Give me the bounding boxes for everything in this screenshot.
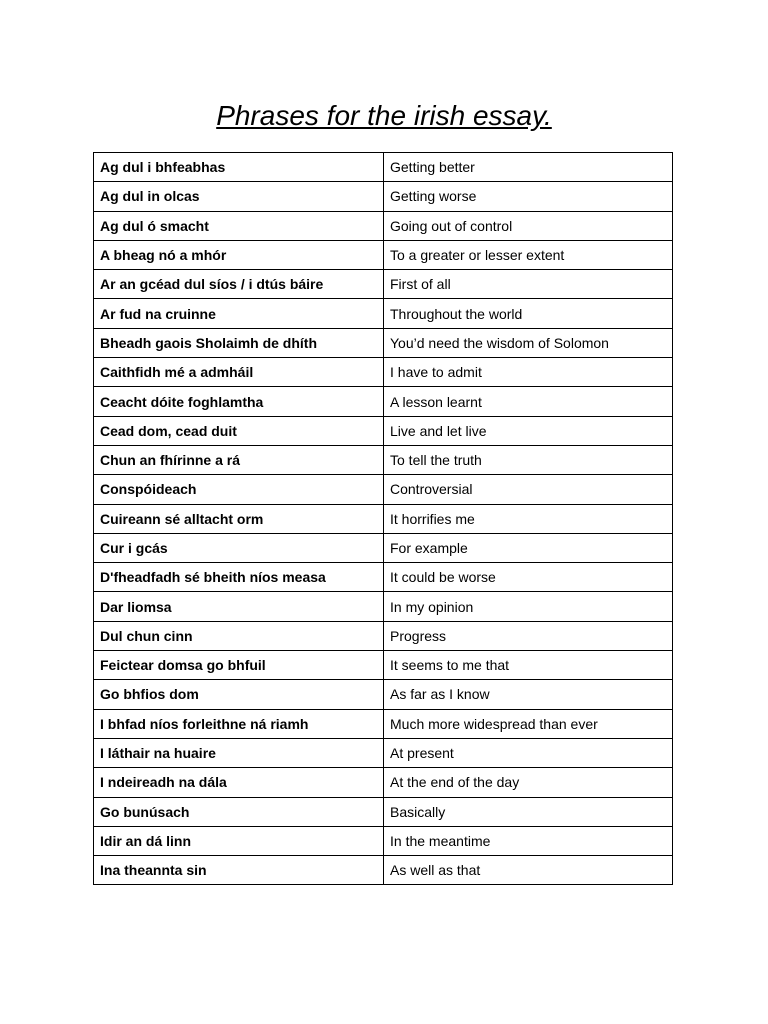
english-translation: At the end of the day xyxy=(384,768,673,797)
irish-phrase: D'fheadfadh sé bheith níos measa xyxy=(94,563,384,592)
english-translation: Getting worse xyxy=(384,182,673,211)
table-row xyxy=(94,738,673,767)
irish-phrase: Conspóideach xyxy=(94,475,384,504)
table-row xyxy=(94,445,673,474)
english-translation: A lesson learnt xyxy=(384,387,673,416)
table-row xyxy=(94,709,673,738)
english-translation: You’d need the wisdom of Solomon xyxy=(384,328,673,357)
english-translation: To tell the truth xyxy=(384,445,673,474)
irish-phrase: I ndeireadh na dála xyxy=(94,768,384,797)
phrases-table-body xyxy=(94,153,673,885)
table-row xyxy=(94,533,673,562)
table-row xyxy=(94,387,673,416)
irish-phrase: Ag dul i bhfeabhas xyxy=(94,153,384,182)
table-row xyxy=(94,856,673,885)
phrases-table xyxy=(93,152,673,885)
table-row xyxy=(94,240,673,269)
english-translation: Live and let live xyxy=(384,416,673,445)
irish-phrase: Ceacht dóite foghlamtha xyxy=(94,387,384,416)
english-translation: To a greater or lesser extent xyxy=(384,240,673,269)
table-row xyxy=(94,211,673,240)
irish-phrase: I bhfad níos forleithne ná riamh xyxy=(94,709,384,738)
irish-phrase: Ag dul in olcas xyxy=(94,182,384,211)
english-translation: In the meantime xyxy=(384,826,673,855)
english-translation: Basically xyxy=(384,797,673,826)
irish-phrase: Ag dul ó smacht xyxy=(94,211,384,240)
irish-phrase: Ar fud na cruinne xyxy=(94,299,384,328)
irish-phrase: Feictear domsa go bhfuil xyxy=(94,651,384,680)
english-translation: Progress xyxy=(384,621,673,650)
irish-phrase: Idir an dá linn xyxy=(94,826,384,855)
table-row xyxy=(94,416,673,445)
irish-phrase: I láthair na huaire xyxy=(94,738,384,767)
table-row xyxy=(94,651,673,680)
english-translation: First of all xyxy=(384,270,673,299)
table-row xyxy=(94,182,673,211)
irish-phrase: A bheag nó a mhór xyxy=(94,240,384,269)
table-row xyxy=(94,299,673,328)
irish-phrase: Cur i gcás xyxy=(94,533,384,562)
table-row xyxy=(94,475,673,504)
irish-phrase: Cead dom, cead duit xyxy=(94,416,384,445)
english-translation: Much more widespread than ever xyxy=(384,709,673,738)
irish-phrase: Caithfidh mé a admháil xyxy=(94,358,384,387)
english-translation: Controversial xyxy=(384,475,673,504)
english-translation: I have to admit xyxy=(384,358,673,387)
table-row xyxy=(94,563,673,592)
table-row xyxy=(94,328,673,357)
table-row xyxy=(94,621,673,650)
irish-phrase: Dul chun cinn xyxy=(94,621,384,650)
english-translation: In my opinion xyxy=(384,592,673,621)
english-translation: Going out of control xyxy=(384,211,673,240)
irish-phrase: Ina theannta sin xyxy=(94,856,384,885)
table-row xyxy=(94,768,673,797)
irish-phrase: Cuireann sé alltacht orm xyxy=(94,504,384,533)
table-row xyxy=(94,592,673,621)
irish-phrase: Go bhfios dom xyxy=(94,680,384,709)
english-translation: As far as I know xyxy=(384,680,673,709)
table-row xyxy=(94,270,673,299)
irish-phrase: Go bunúsach xyxy=(94,797,384,826)
table-row xyxy=(94,153,673,182)
document-title: Phrases for the irish essay. xyxy=(216,100,552,131)
english-translation: As well as that xyxy=(384,856,673,885)
english-translation: At present xyxy=(384,738,673,767)
english-translation: It could be worse xyxy=(384,563,673,592)
table-row xyxy=(94,504,673,533)
irish-phrase: Dar liomsa xyxy=(94,592,384,621)
table-row xyxy=(94,826,673,855)
table-row xyxy=(94,358,673,387)
irish-phrase: Bheadh gaois Sholaimh de dhíth xyxy=(94,328,384,357)
table-row xyxy=(94,797,673,826)
irish-phrase: Ar an gcéad dul síos / i dtús báire xyxy=(94,270,384,299)
english-translation: Getting better xyxy=(384,153,673,182)
table-row xyxy=(94,680,673,709)
english-translation: It seems to me that xyxy=(384,651,673,680)
english-translation: Throughout the world xyxy=(384,299,673,328)
english-translation: For example xyxy=(384,533,673,562)
english-translation: It horrifies me xyxy=(384,504,673,533)
irish-phrase: Chun an fhírinne a rá xyxy=(94,445,384,474)
